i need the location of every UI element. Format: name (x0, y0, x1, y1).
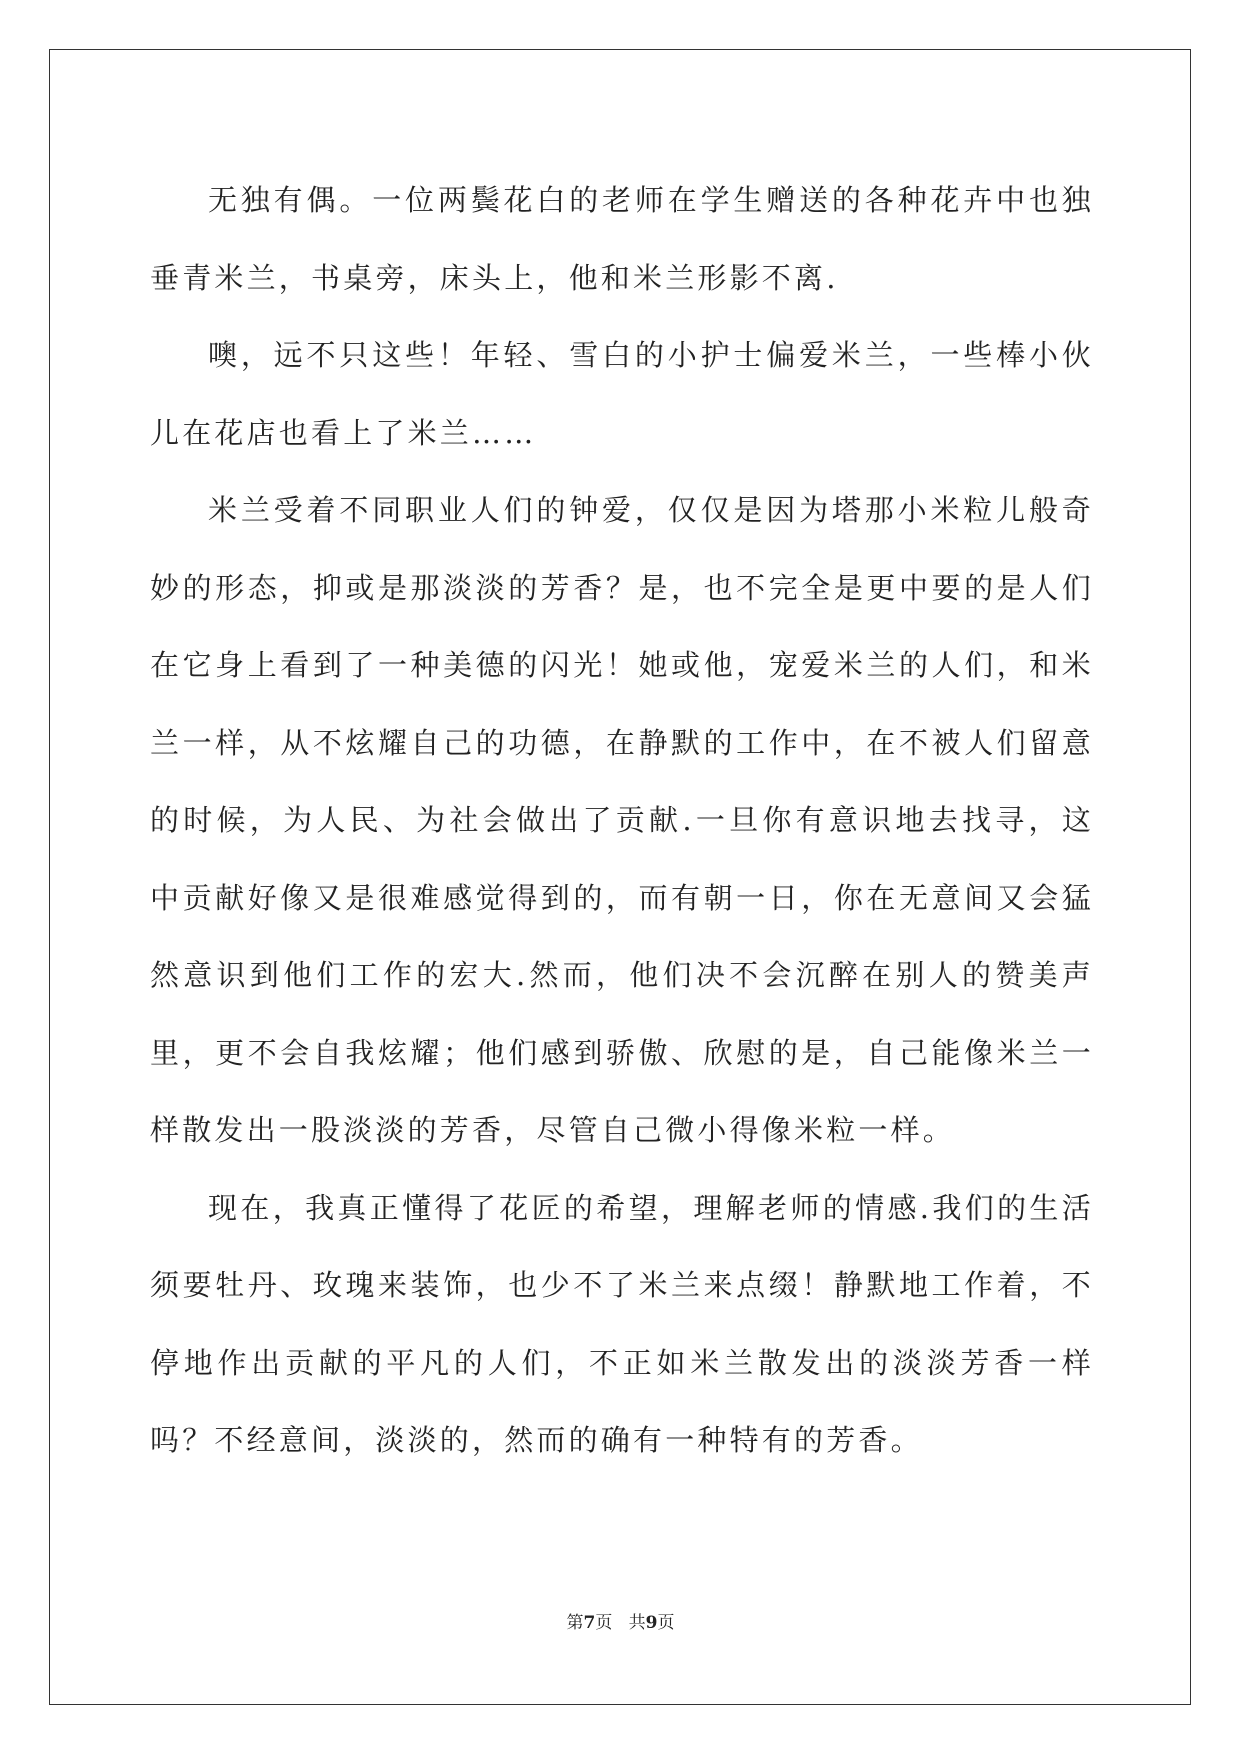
total-suffix: 页 (657, 1613, 675, 1633)
total-prefix: 共 (628, 1613, 646, 1633)
paragraph-1: 无独有偶。一位两鬓花白的老师在学生赠送的各种花卉中也独垂青米兰，书桌旁，床头上，他和米兰形影不离. (150, 183, 1094, 295)
total-pages-number: 9 (645, 1613, 658, 1633)
paragraph-2: 噢，远不只这些！年轻、雪白的小护士偏爱米兰，一些棒小伙儿在花店也看上了米兰…… (150, 338, 1094, 450)
page-prefix: 第 (566, 1613, 584, 1633)
page-footer (0, 1608, 1241, 1633)
page-suffix: 页 (595, 1613, 613, 1633)
document-body (150, 162, 1094, 1480)
paragraph-3: 米兰受着不同职业人们的钟爱，仅仅是因为塔那小米粒儿般奇妙的形态，抑或是那淡淡的芳香？是，也不完全是更中要的是人们在它身上看到了一种美德的闪光！她或他，宠爱米兰的人们，和米兰一样，从不炫耀自己的功德，在静默的工作中，在不被人们留意的时候，为人民、为社会做出了贡献.一旦你有意识地去找寻，这中贡献好像又是很难感觉得到的，而有朝一日，你在无意间又会猛然意识到他们工作的宏大.然而，他们决不会沉醉在别人的赞美声里，更不会自我炫耀；他们感到骄傲、欣慰的是，自己能像米兰一样散发出一股淡淡的芳香，尽管自己微小得像米粒一样。 (150, 493, 1094, 1147)
current-page-number: 7 (583, 1613, 596, 1633)
paragraph-4: 现在，我真正懂得了花匠的希望，理解老师的情感.我们的生活须要牡丹、玫瑰来装饰，也少不了米兰来点缀！静默地工作着，不停地作出贡献的平凡的人们，不正如米兰散发出的淡淡芳香一样吗？不经意间，淡淡的，然而的确有一种特有的芳香。 (150, 1190, 1094, 1457)
